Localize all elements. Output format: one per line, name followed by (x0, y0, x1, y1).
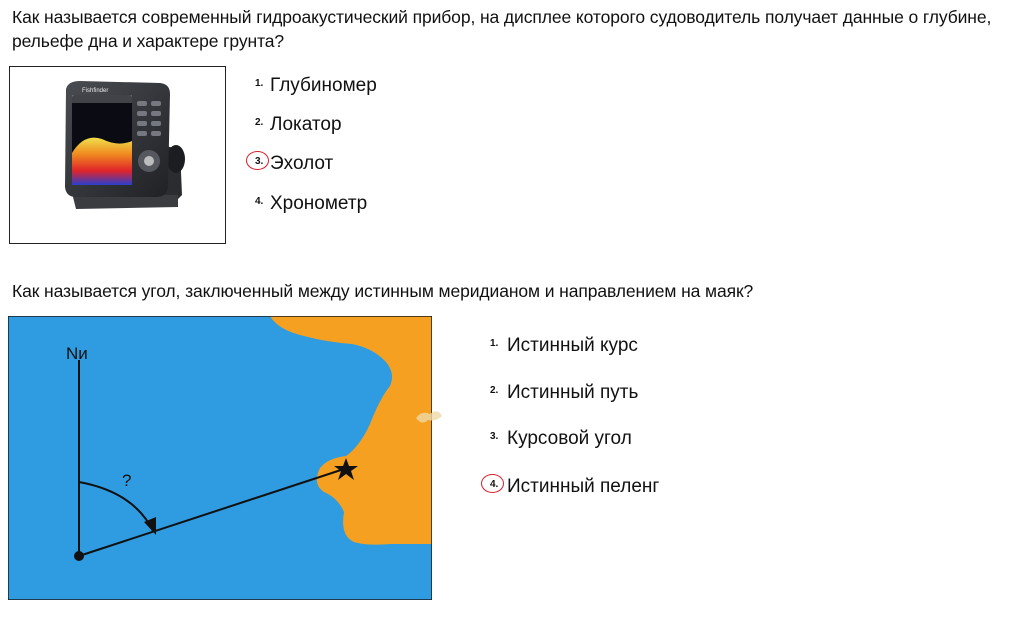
echo-sounder-illustration (10, 67, 224, 242)
bearing-diagram (8, 316, 432, 600)
north-label: Nи (66, 344, 88, 363)
q2-answer-1-label: Истинный курс (507, 335, 638, 356)
angle-label: ? (122, 471, 132, 490)
question-1-text: Как называется современный гидроакустический прибор, на дисплее которого судоводитель получает данные о глубине, рельефе дна и характере грунта? (12, 7, 992, 51)
q1-answer-1-label: Глубиномер (270, 75, 377, 96)
scan-speck (412, 404, 446, 430)
q1-answer-1-number: 1. (255, 78, 264, 89)
origin-point (74, 551, 84, 561)
q2-answer-2-label: Истинный путь (507, 382, 639, 403)
q1-answer-2-number: 2. (255, 117, 264, 128)
q1-answer-4-label: Хронометр (270, 193, 368, 214)
q1-answer-2-label: Локатор (270, 114, 342, 135)
q2-answer-3-label: Курсовой угол (507, 428, 632, 449)
q1-answer-4-number: 4. (255, 196, 264, 207)
q1-answer-3-label: Эхолот (270, 153, 334, 174)
question-2-text: Как называется угол, заключенный между истинным меридианом и направлением на маяк? (12, 281, 754, 301)
q2-answer-3-number: 3. (490, 431, 499, 442)
device-brand: Fishfinder (82, 88, 109, 94)
q1-answer-3-number: 3. (255, 156, 264, 167)
q2-answer-4-label: Истинный пеленг (507, 476, 660, 497)
echo-sounder-image (9, 66, 226, 244)
q2-answer-1-number: 1. (490, 338, 499, 349)
q2-answer-2-number: 2. (490, 385, 499, 396)
q2-answer-4-number: 4. (490, 479, 499, 490)
bearing-diagram-svg (8, 316, 432, 600)
